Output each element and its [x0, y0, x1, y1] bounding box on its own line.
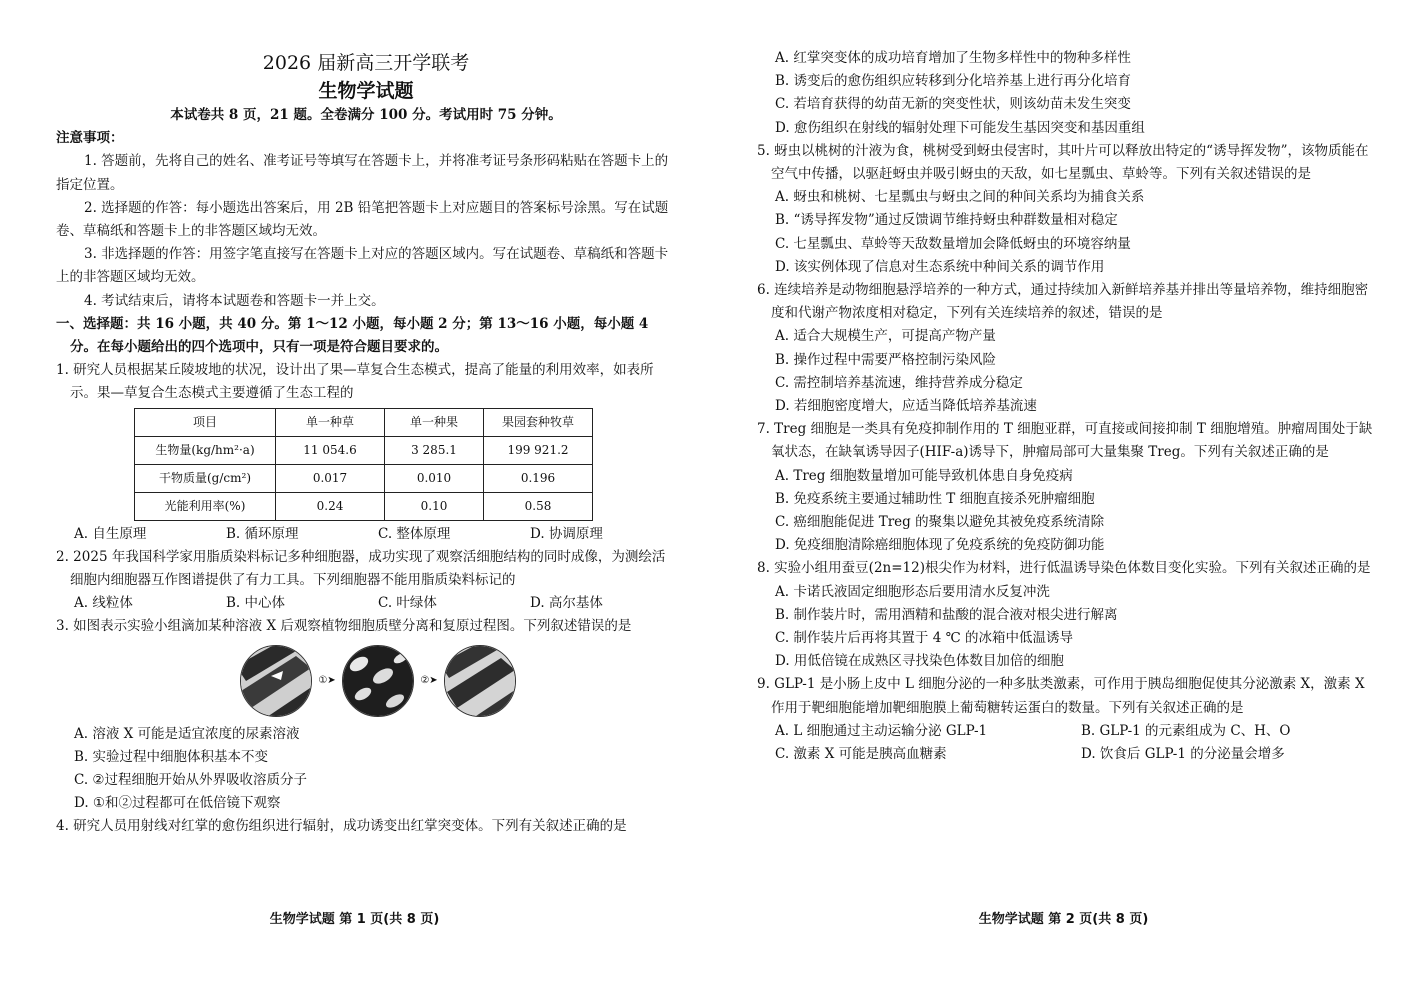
table-cell: 干物质量(g/cm²): [135, 464, 276, 492]
table-row: [135, 492, 593, 520]
question-3-stem: 3. 如图表示实验小组滴加某种溶液 X 后观察植物细胞质壁分离和复原过程图。下列叙述错误的是: [56, 618, 632, 635]
page-1-column: [56, 48, 676, 839]
exam-subtitle: 生物学试题: [318, 80, 414, 102]
option-c: C. 若培育获得的幼苗无新的突变性状，则该幼苗未发生突变: [775, 96, 1131, 113]
question-9-stem: 9. GLP-1 是小肠上皮中 L 细胞分泌的一种多肽类激素，可作用于胰岛细胞促使其分泌激素 X，激素 X 作用于靶细胞能增加靶细胞膜上葡萄糖转运蛋白的数量。下列有关叙述正确的是: [757, 676, 1365, 716]
table-cell: 3 285.1: [385, 436, 484, 464]
step-2-label: ②: [420, 675, 430, 687]
option-a: A. 红掌突变体的成功培育增加了生物多样性中的物种多样性: [775, 50, 1131, 66]
option-b: B. 循环原理: [226, 525, 299, 542]
option-b: B. GLP-1 的元素组成为 C、H、O: [1081, 722, 1291, 739]
table-cell: 0.010: [385, 464, 484, 492]
option-c: C. 癌细胞能促进 Treg 的聚集以避免其被免疫系统清除: [775, 514, 1105, 531]
table-cell: 0.017: [276, 464, 385, 492]
option-a: A. 适合大规模生产，可提高产物产量: [775, 328, 996, 345]
option-a: A. L 细胞通过主动运输分泌 GLP-1: [775, 722, 988, 739]
arrow-step-1: [312, 669, 342, 692]
note-1: 1. 答题前，先将自己的姓名、准考证号等填写在答题卡上，并将准考证号条形码粘贴在答题卡上的指定位置。: [56, 153, 669, 193]
table-cell: 0.196: [484, 464, 593, 492]
question-6-stem: 6. 连续培养是动物细胞悬浮培养的一种方式，通过持续加入新鲜培养基并排出等量培养物，维持细胞密度和代谢产物浓度相对稳定，下列有关连续培养的叙述，错误的是: [757, 282, 1369, 322]
option-b: B. 诱变后的愈伤组织应转移到分化培养基上进行再分化培育: [775, 73, 1132, 90]
arrow-step-2: [414, 669, 444, 692]
option-c: C. 制作装片后再将其置于 4 ℃ 的冰箱中低温诱导: [775, 630, 1073, 647]
option-d: D. 愈伤组织在射线的辐射处理下可能发生基因突变和基因重组: [775, 119, 1145, 136]
table-header-row: [135, 408, 593, 436]
table-cell: 199 921.2: [484, 436, 593, 464]
question-1-stem: 1. 研究人员根据某丘陵坡地的状况，设计出了果—草复合生态模式，提高了能量的利用效率，如表所示。果—草复合生态模式主要遵循了生态工程的: [56, 362, 654, 402]
table-cell: 0.10: [385, 492, 484, 520]
table-header: 单一种果: [385, 408, 484, 436]
arrow-right-icon: ➤: [429, 675, 438, 687]
table-cell: 光能利用率(%): [135, 492, 276, 520]
option-d: D. 该实例体现了信息对生态系统中种间关系的调节作用: [775, 258, 1105, 275]
cell-image-plasmolysis: [342, 645, 414, 717]
page-2: [709, 0, 1418, 983]
table-cell: 11 054.6: [276, 436, 385, 464]
page-footer: 生物学试题 第 2 页(共 8 页): [978, 912, 1149, 927]
option-c: C. 激素 X 可能是胰高血糖素: [775, 746, 947, 763]
table-header: 单一种草: [276, 408, 385, 436]
option-b: B. “诱导挥发物”通过反馈调节维持蚜虫种群数量相对稳定: [775, 212, 1118, 229]
step-1-label: ①: [318, 675, 328, 687]
arrow-right-icon: ➤: [327, 675, 336, 687]
note-2: 2. 选择题的作答：每小题选出答案后，用 2B 铅笔把答题卡上对应题目的答案标号涂黑。写在试题卷、草稿纸和答题卡上的非答题区域均无效。: [56, 199, 669, 240]
option-a: A. 自生原理: [74, 525, 147, 542]
option-d: D. 饮食后 GLP-1 的分泌量会增多: [1081, 746, 1285, 763]
option-d: D. 免疫细胞清除癌细胞体现了免疫系统的免疫防御功能: [775, 537, 1105, 554]
option-d: D. ①和②过程都可在低倍镜下观察: [74, 795, 281, 812]
option-c: C. 需控制培养基流速，维持营养成分稳定: [775, 374, 1023, 391]
option-a: A. 溶液 X 可能是适宜浓度的尿素溶液: [74, 725, 300, 742]
option-c: C. 叶绿体: [378, 595, 437, 612]
section-heading: 一、选择题：共 16 小题，共 40 分。第 1～12 小题，每小题 2 分；第 13～16 小题，每小题 4 分。在每小题给出的四个选项中，只有一项是符合题目要求的。: [56, 315, 649, 356]
question-1-options: [56, 523, 676, 546]
question-9-options-row-1: [757, 720, 1373, 743]
option-b: B. 制作装片时，需用酒精和盐酸的混合液对根尖进行解离: [775, 606, 1118, 623]
cell-image-initial: [240, 645, 312, 717]
note-4: 4. 考试结束后，请将本试题卷和答题卡一并上交。: [84, 292, 385, 309]
option-b: B. 免疫系统主要通过辅助性 T 细胞直接杀死肿瘤细胞: [775, 490, 1095, 507]
option-a: A. 线粒体: [74, 595, 133, 612]
cell-image-recovery: [444, 645, 516, 717]
question-2-options: [56, 592, 676, 615]
notes-heading: 注意事项：: [56, 130, 124, 147]
option-c: C. 七星瓢虫、草蛉等天敌数量增加会降低蚜虫的环境容纳量: [775, 235, 1131, 252]
option-d: D. 高尔基体: [530, 595, 603, 612]
option-b: B. 实验过程中细胞体积基本不变: [74, 748, 269, 765]
question-5-stem: 5. 蚜虫以桃树的汁液为食，桃树受到蚜虫侵害时，其叶片可以释放出特定的“诱导挥发物”，该物质能在空气中传播，以驱赶蚜虫并吸引蚜虫的天敌，如七星瓢虫、草蛉等。下列有关叙述错误的是: [757, 142, 1369, 183]
exam-title: 2026 届新高三开学联考: [262, 52, 470, 74]
question-4-stem: 4. 研究人员用射线对红掌的愈伤组织进行辐射，成功诱变出红掌突变体。下列有关叙述正确的是: [56, 818, 627, 835]
question-9-options-row-2: [757, 743, 1373, 766]
option-b: B. 操作过程中需要严格控制污染风险: [775, 351, 997, 368]
plasmolysis-figure: [56, 639, 676, 723]
page-footer: 生物学试题 第 1 页(共 8 页): [269, 912, 440, 927]
question-8-stem: 8. 实验小组用蚕豆(2n=12)根尖作为材料，进行低温诱导染色体数目变化实验。下列有关叙述正确的是: [757, 560, 1371, 577]
table-cell: 0.24: [276, 492, 385, 520]
note-3: 3. 非选择题的作答：用签字笔直接写在答题卡上对应的答题区域内。写在试题卷、草稿纸和答题卡上的非答题区域均无效。: [56, 246, 669, 286]
table-row: [135, 464, 593, 492]
option-b: B. 中心体: [226, 595, 286, 612]
question-2-stem: 2. 2025 年我国科学家用脂质染料标记多种细胞器，成功实现了观察活细胞结构的同时成像，为测绘活细胞内细胞器互作图谱提供了有力工具。下列细胞器不能用脂质染料标记的: [56, 548, 666, 589]
table-cell: 生物量(kg/hm²·a): [135, 436, 276, 464]
option-d: D. 若细胞密度增大，应适当降低培养基流速: [775, 398, 1037, 415]
table-header: 果园套种牧草: [484, 408, 593, 436]
question-1-table: [134, 408, 593, 521]
question-7-stem: 7. Treg 细胞是一类具有免疫抑制作用的 T 细胞亚群，可直接或间接抑制 T 细胞增殖。肿瘤周围处于缺氧状态，在缺氧诱导因子(HIF-a)诱导下，肿瘤局部可大量集聚 Treg。下列有关叙述正确的是: [757, 421, 1373, 461]
option-c: C. 整体原理: [378, 525, 451, 542]
page-2-column: [757, 47, 1373, 766]
table-row: [135, 436, 593, 464]
option-c: C. ②过程细胞开始从外界吸收溶质分子: [74, 772, 308, 789]
table-header: 项目: [135, 408, 276, 436]
table-cell: 0.58: [484, 492, 593, 520]
option-d: D. 用低倍镜在成熟区寻找染色体数目加倍的细胞: [775, 653, 1064, 670]
option-d: D. 协调原理: [530, 525, 603, 542]
option-a: A. 卡诺氏液固定细胞形态后要用清水反复冲洗: [775, 583, 1050, 600]
exam-info: 本试卷共 8 页，21 题。全卷满分 100 分。考试用时 75 分钟。: [170, 107, 562, 123]
option-a: A. 蚜虫和桃树、七星瓢虫与蚜虫之间的种间关系均为捕食关系: [775, 189, 1145, 206]
option-a: A. Treg 细胞数量增加可能导致机体患自身免疫病: [775, 467, 1073, 484]
